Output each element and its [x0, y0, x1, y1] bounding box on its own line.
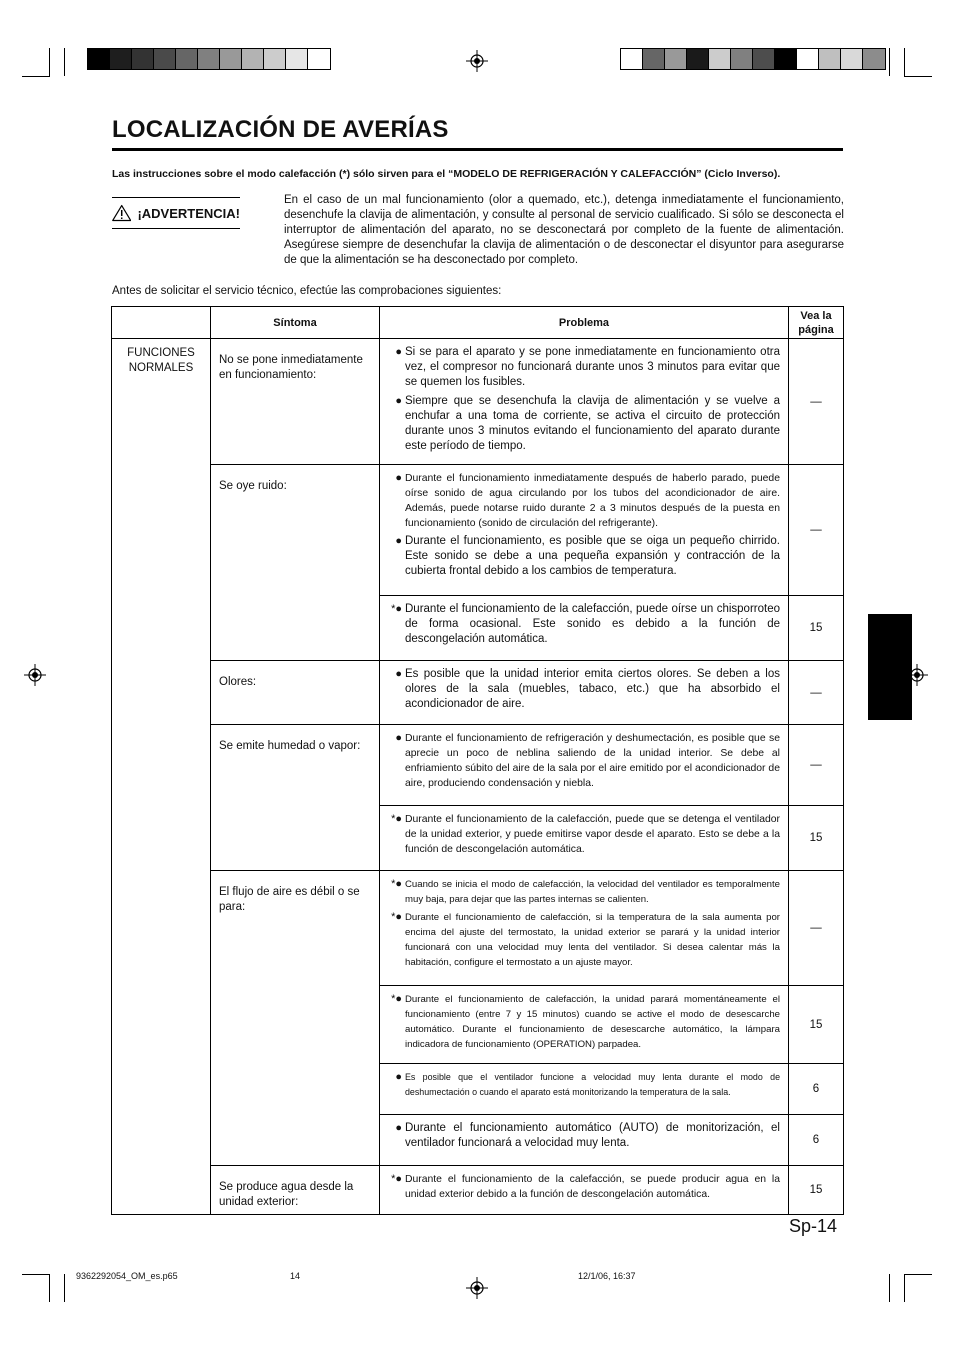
crop-mark	[889, 1274, 890, 1302]
page-ref: 6	[789, 1115, 844, 1166]
color-swatch	[797, 49, 819, 69]
problem-cell	[380, 661, 789, 725]
problem-cell	[380, 1166, 789, 1215]
table-row	[112, 465, 844, 596]
heating-note: Las instrucciones sobre el modo calefacción (*) sólo sirven para el “MODELO DE REFRIGERACIÓN Y CALEFACCIÓN” (Ciclo Inverso).	[112, 168, 781, 180]
crop-mark	[64, 1274, 65, 1302]
color-calibration-bar-right	[620, 48, 886, 70]
color-swatch	[132, 49, 154, 69]
bullet: ●	[395, 472, 402, 484]
star-bullet: *●	[391, 911, 402, 923]
page-ref: —	[789, 725, 844, 806]
footer-page: 14	[290, 1271, 301, 1281]
warning-triangle-icon	[112, 201, 131, 225]
bullet: ●	[395, 395, 402, 407]
star-bullet: *●	[391, 1173, 402, 1185]
registration-target-icon	[466, 50, 488, 72]
problem-cell	[380, 806, 789, 871]
color-calibration-bar-left	[87, 48, 331, 70]
color-swatch	[687, 49, 709, 69]
crop-mark	[64, 48, 65, 76]
header-problem: Problema	[380, 307, 789, 339]
problem-cell	[380, 986, 789, 1064]
symptom-cell: Olores:	[211, 661, 380, 725]
registration-target-icon	[466, 1277, 488, 1299]
star-bullet: *●	[391, 603, 402, 615]
page-ref: —	[789, 339, 844, 465]
crop-mark	[904, 48, 905, 76]
problem-cell	[380, 596, 789, 661]
warning-label: ¡ADVERTENCIA!	[137, 205, 240, 221]
color-swatch	[643, 49, 665, 69]
color-swatch	[176, 49, 198, 69]
problem-text: Cuando se inicia el modo de calefacción, la velocidad del ventilador es temporalmente muy baja, para dejar que las partes internas se calienten.	[405, 879, 780, 905]
problem-text: Durante el funcionamiento de la calefacción, puede que se detenga el ventilador de la unidad exterior, y puede emitirse vapor desde el aparato. Esto se debe a la función de descongelación automática.	[405, 814, 780, 855]
color-swatch	[154, 49, 176, 69]
intro-text: Antes de solicitar el servicio técnico, efectúe las comprobaciones siguientes:	[112, 285, 502, 297]
color-swatch	[88, 49, 110, 69]
table-row	[112, 725, 844, 806]
crop-mark	[22, 76, 50, 77]
color-swatch	[110, 49, 132, 69]
registration-target-icon	[24, 664, 46, 686]
color-swatch	[709, 49, 731, 69]
problem-cell	[380, 871, 789, 986]
footer-filename: 9362292054_OM_es.p65	[76, 1271, 178, 1281]
bullet: ●	[395, 1071, 402, 1083]
star-bullet: *●	[391, 993, 402, 1005]
crop-mark	[889, 48, 890, 76]
problem-text: Durante el funcionamiento, es posible que se oiga un pequeño chirrido. Este sonido se debe a una pequeña expansión y contracción de la cubierta frontal debido a los cambios de temperatura.	[405, 535, 780, 577]
color-swatch	[286, 49, 308, 69]
star-bullet: *●	[391, 878, 402, 890]
color-swatch	[753, 49, 775, 69]
problem-cell	[380, 725, 789, 806]
table-row	[112, 661, 844, 725]
header-symptom: Síntoma	[211, 307, 380, 339]
color-swatch	[665, 49, 687, 69]
page-ref: —	[789, 465, 844, 596]
crop-mark	[22, 1274, 50, 1275]
problem-text: Durante el funcionamiento de calefacción, la unidad parará momentáneamente el funcionamiento (entre 7 y 15 minutos) cuando se active el modo de desescarche automático. Durante el funcionamiento de desescarche automático, la lámpara indicadora de funcionamiento (OPERATION) parpadea.	[405, 994, 780, 1050]
color-swatch	[242, 49, 264, 69]
warning-text: En el caso de un mal funcionamiento (olor a quemado, etc.), detenga inmediatamente el funcionamiento, desenchufe la clavija de alimentación, y consulte al personal de servicio cualificado. Si sólo se desconecta el interruptor de alimentación del aparato, no se desconectará por completo de la fuente de alimentación. Asegúrese siempre de desenchufar la clavija de alimentación o de desconectar el disyuntor para asegurarse de que la alimentación se ha desconectado por completo.	[284, 194, 844, 266]
color-swatch	[863, 49, 885, 69]
problem-cell	[380, 339, 789, 465]
crop-mark	[904, 1274, 932, 1275]
page-ref: 15	[789, 596, 844, 661]
table-header-row	[112, 307, 844, 339]
color-swatch	[220, 49, 242, 69]
color-swatch	[841, 49, 863, 69]
problem-text: Durante el funcionamiento inmediatamente después de haberlo parado, puede oírse sonido de agua circulando por los tubos del acondicionador de aire. Además, puede notarse ruido durante 2 a 3 minutos después de la puesta en funcionamiento (sonido de circulación del refrigerante).	[405, 473, 780, 529]
color-swatch	[198, 49, 220, 69]
bullet: ●	[395, 346, 402, 358]
page-ref: 15	[789, 986, 844, 1064]
problem-text: Durante el funcionamiento automático (AUTO) de monitorización, el ventilador funcionará a velocidad muy lenta.	[405, 1122, 780, 1149]
bullet: ●	[395, 732, 402, 744]
color-swatch	[819, 49, 841, 69]
header-page: Vea la página	[789, 307, 844, 339]
problem-cell	[380, 465, 789, 596]
page-title: LOCALIZACIÓN DE AVERÍAS	[112, 116, 843, 151]
color-swatch	[731, 49, 753, 69]
problem-text: Durante el funcionamiento de calefacción, si la temperatura de la sala aumenta por encima del ajuste del termostato, la unidad exterior se parará y la unidad interior funcionará con una velocidad muy lenta del ventilador. Si desea calentar más la habitación, configure el termostato a un ajuste mayor.	[405, 912, 780, 968]
bullet: ●	[395, 535, 402, 547]
page-ref: 15	[789, 1166, 844, 1215]
problem-cell	[380, 1115, 789, 1166]
color-swatch	[621, 49, 643, 69]
footer-date: 12/1/06, 16:37	[578, 1271, 636, 1281]
category-cell: FUNCIONES NORMALES	[112, 339, 211, 1215]
color-swatch	[308, 49, 330, 69]
header-empty	[112, 307, 211, 339]
problem-text: Durante el funcionamiento de la calefacción, puede oírse un chisporroteo de forma ocasional. Este sonido es debido a la función de descongelación automática.	[405, 603, 780, 645]
section-tab	[868, 614, 912, 720]
symptom-cell: Se oye ruido:	[211, 465, 380, 661]
color-swatch	[264, 49, 286, 69]
table-row	[112, 339, 844, 465]
page-ref: 15	[789, 806, 844, 871]
crop-mark	[49, 48, 50, 76]
symptom-cell: Se produce agua desde la unidad exterior:	[211, 1166, 380, 1215]
problem-cell	[380, 1064, 789, 1115]
symptom-cell: No se pone inmediatamente en funcionamiento:	[211, 339, 380, 465]
troubleshooting-table	[111, 306, 844, 1215]
page-ref: —	[789, 871, 844, 986]
page-ref: 6	[789, 1064, 844, 1115]
problem-text: Si se para el aparato y se pone inmediatamente en funcionamiento otra vez, el compresor no funcionará durante unos 3 minutos para evitar que se quemen los fusibles.	[405, 346, 780, 388]
problem-text: Es posible que la unidad interior emita ciertos olores. Se deben a los olores de la sala (muebles, tabaco, etc.) que ha absorbido el acondicionador de aire.	[405, 668, 780, 710]
problem-text: Siempre que se desenchufa la clavija de alimentación y se vuelve a enchufar a una toma de corriente, se activa el circuito de protección durante unos 3 minutos evitando el funcionamiento del aparato durante este período de tiempo.	[405, 395, 780, 452]
color-swatch	[775, 49, 797, 69]
symptom-cell: Se emite humedad o vapor:	[211, 725, 380, 871]
page-ref: —	[789, 661, 844, 725]
table-row	[112, 871, 844, 986]
problem-text: Es posible que el ventilador funcione a velocidad muy lenta durante el modo de deshumectación o cuando el aparato está monitorizando la temperatura de la sala.	[405, 1072, 780, 1097]
page-number: Sp-14	[789, 1216, 838, 1236]
warning-box	[112, 197, 240, 229]
symptom-cell: El flujo de aire es débil o se para:	[211, 871, 380, 1166]
table-row	[112, 1166, 844, 1215]
star-bullet: *●	[391, 813, 402, 825]
bullet: ●	[395, 668, 402, 680]
problem-text: Durante el funcionamiento de la calefacción, se puede producir agua en la unidad exterior debido a la función de descongelación automática.	[405, 1174, 780, 1200]
crop-mark	[904, 1274, 905, 1302]
problem-text: Durante el funcionamiento de refrigeración y deshumectación, es posible que se aprecie un poco de neblina saliendo de la unidad interior. Se debe al enfriamiento súbito del aire de la sala por el aire emitido por el acondicionador de aire, produciendo condensación y niebla.	[405, 733, 780, 789]
crop-mark	[904, 76, 932, 77]
bullet: ●	[395, 1122, 402, 1134]
crop-mark	[49, 1274, 50, 1302]
